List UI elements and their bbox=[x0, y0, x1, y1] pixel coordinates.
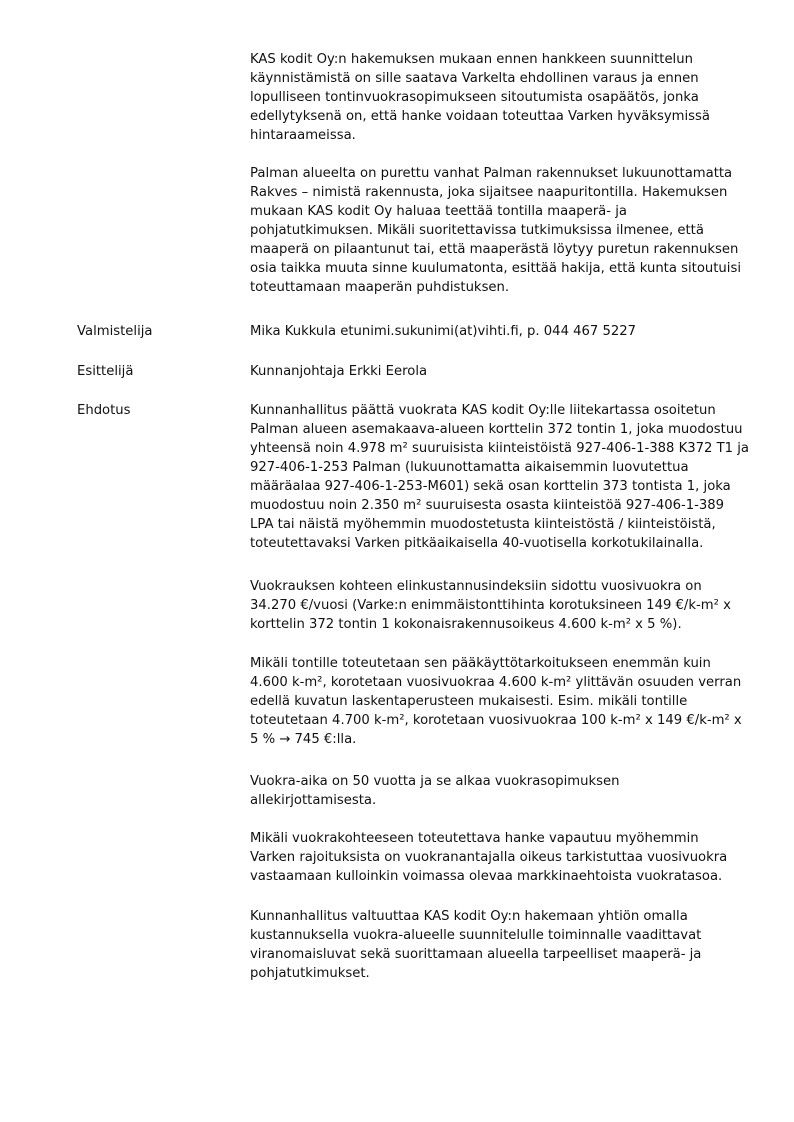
text-line: toteutettavaksi Varken pitkäaikaisella 40-vuotisella korkotukilainalla. bbox=[250, 536, 704, 551]
text-line: Rakves – nimistä rakennusta, joka sijaitsee naapuritontilla. Hakemuksen bbox=[250, 185, 728, 200]
text-line: Mikäli tontille toteutetaan sen pääkäyttötarkoitukseen enemmän kuin bbox=[250, 656, 711, 671]
text-line: 34.270 €/vuosi (Varke:n enimmäistonttihinta korotuksineen 149 €/k-m² x bbox=[250, 598, 731, 613]
text-line: toteutetaan 4.700 k-m², korotetaan vuosivuokraa 100 k-m² x 149 €/k-m² x bbox=[250, 713, 742, 728]
text-line: Kunnanjohtaja Erkki Eerola bbox=[250, 364, 428, 379]
text-line: 5 % → 745 €:lla. bbox=[250, 732, 357, 747]
valmistelija-label: Valmistelija bbox=[77, 324, 153, 339]
text-line: viranomaisluvat sekä suorittamaan alueella tarpeelliset maaperä- ja bbox=[250, 947, 702, 962]
text-line: Varken rajoituksista on vuokranantajalla oikeus tarkistuttaa vuosivuokra bbox=[250, 850, 728, 865]
text-line: Mikäli vuokrakohteeseen toteutettava hanke vapautuu myöhemmin bbox=[250, 831, 699, 846]
ehdotus-paragraph-1 bbox=[250, 401, 750, 553]
text-line: muodostuu noin 2.350 m² suuruisesta osasta kiinteistöä 927-406-1-389 bbox=[250, 498, 725, 513]
ehdotus-label: Ehdotus bbox=[77, 403, 131, 418]
text-line: lopulliseen tontinvuokrasopimukseen sitoutumista osapäätös, jonka bbox=[250, 90, 699, 105]
valmistelija-value bbox=[250, 322, 750, 341]
text-line: osia taikka muuta sinne kuulumatonta, esittää hakija, että kunta sitoutuisi bbox=[250, 261, 741, 276]
text-line: pohjatutkimukset. bbox=[250, 966, 370, 981]
text-line: korttelin 372 tontin 1 kokonaisrakennusoikeus 4.600 k-m² x 5 %). bbox=[250, 617, 682, 632]
text-line: Kunnanhallitus päättä vuokrata KAS kodit Oy:lle liitekartassa osoitetun bbox=[250, 403, 716, 418]
text-line: Mika Kukkula etunimi.sukunimi(at)vihti.fi, p. 044 467 5227 bbox=[250, 324, 637, 339]
text-line: Vuokra-aika on 50 vuotta ja se alkaa vuokrasopimuksen bbox=[250, 774, 620, 789]
text-line: määräalaa 927-406-1-253-M601) sekä osan korttelin 373 tontista 1, joka bbox=[250, 479, 731, 494]
text-line: mukaan KAS kodit Oy haluaa teettää tontilla maaperä- ja bbox=[250, 204, 627, 219]
text-line: Palman alueelta on purettu vanhat Palman rakennukset lukuunottamatta bbox=[250, 166, 733, 181]
ehdotus-paragraph-2 bbox=[250, 577, 750, 634]
text-line: vastaamaan kulloinkin voimassa olevaa markkinaehtoista vuokratasoa. bbox=[250, 869, 723, 884]
esittelija-value bbox=[250, 362, 750, 381]
text-line: pohjatutkimuksen. Mikäli suoritettavissa tutkimuksissa ilmenee, että bbox=[250, 223, 704, 238]
text-line: KAS kodit Oy:n hakemuksen mukaan ennen hankkeen suunnittelun bbox=[250, 52, 693, 67]
text-line: kustannuksella vuokra-alueelle suunnitelulle toiminnalle vaadittavat bbox=[250, 928, 702, 943]
text-line: yhteensä noin 4.978 m² suuruisista kiinteistöistä 927-406-1-388 K372 T1 ja bbox=[250, 441, 749, 456]
text-line: Kunnanhallitus valtuuttaa KAS kodit Oy:n hakemaan yhtiön omalla bbox=[250, 909, 688, 924]
text-line: hintaraameissa. bbox=[250, 128, 356, 143]
text-line: allekirjottamisesta. bbox=[250, 793, 377, 808]
text-line: edellytyksenä on, että hanke voidaan toteuttaa Varken hyväksymissä bbox=[250, 109, 710, 124]
text-line: käynnistämistä on sille saatava Varkelta ehdollinen varaus ja ennen bbox=[250, 71, 699, 86]
text-line: 4.600 k-m², korotetaan vuosivuokraa 4.600 k-m² ylittävän osuuden verran bbox=[250, 675, 742, 690]
ehdotus-paragraph-6 bbox=[250, 907, 750, 983]
text-line: edellä kuvatun laskentaperusteen mukaisesti. Esim. mikäli tontille bbox=[250, 694, 688, 709]
text-line: maaperä on pilaantunut tai, että maaperästä löytyy puretun rakennuksen bbox=[250, 242, 739, 257]
text-line: Vuokrauksen kohteen elinkustannusindeksiin sidottu vuosivuokra on bbox=[250, 579, 702, 594]
ehdotus-paragraph-5 bbox=[250, 829, 750, 886]
intro-paragraph-2 bbox=[250, 164, 750, 297]
text-line: toteuttamaan maaperän puhdistuksen. bbox=[250, 280, 510, 295]
ehdotus-paragraph-3 bbox=[250, 654, 750, 749]
intro-paragraph-1 bbox=[250, 50, 750, 145]
text-line: LPA tai näistä myöhemmin muodostetusta kiinteistöstä / kiinteistöistä, bbox=[250, 517, 716, 532]
esittelija-label: Esittelijä bbox=[77, 364, 134, 379]
ehdotus-paragraph-4 bbox=[250, 772, 750, 810]
text-line: Palman alueen asemakaava-alueen korttelin 372 tontin 1, joka muodostuu bbox=[250, 422, 743, 437]
text-line: 927-406-1-253 Palman (lukuunottamatta aikaisemmin luovutettua bbox=[250, 460, 689, 475]
